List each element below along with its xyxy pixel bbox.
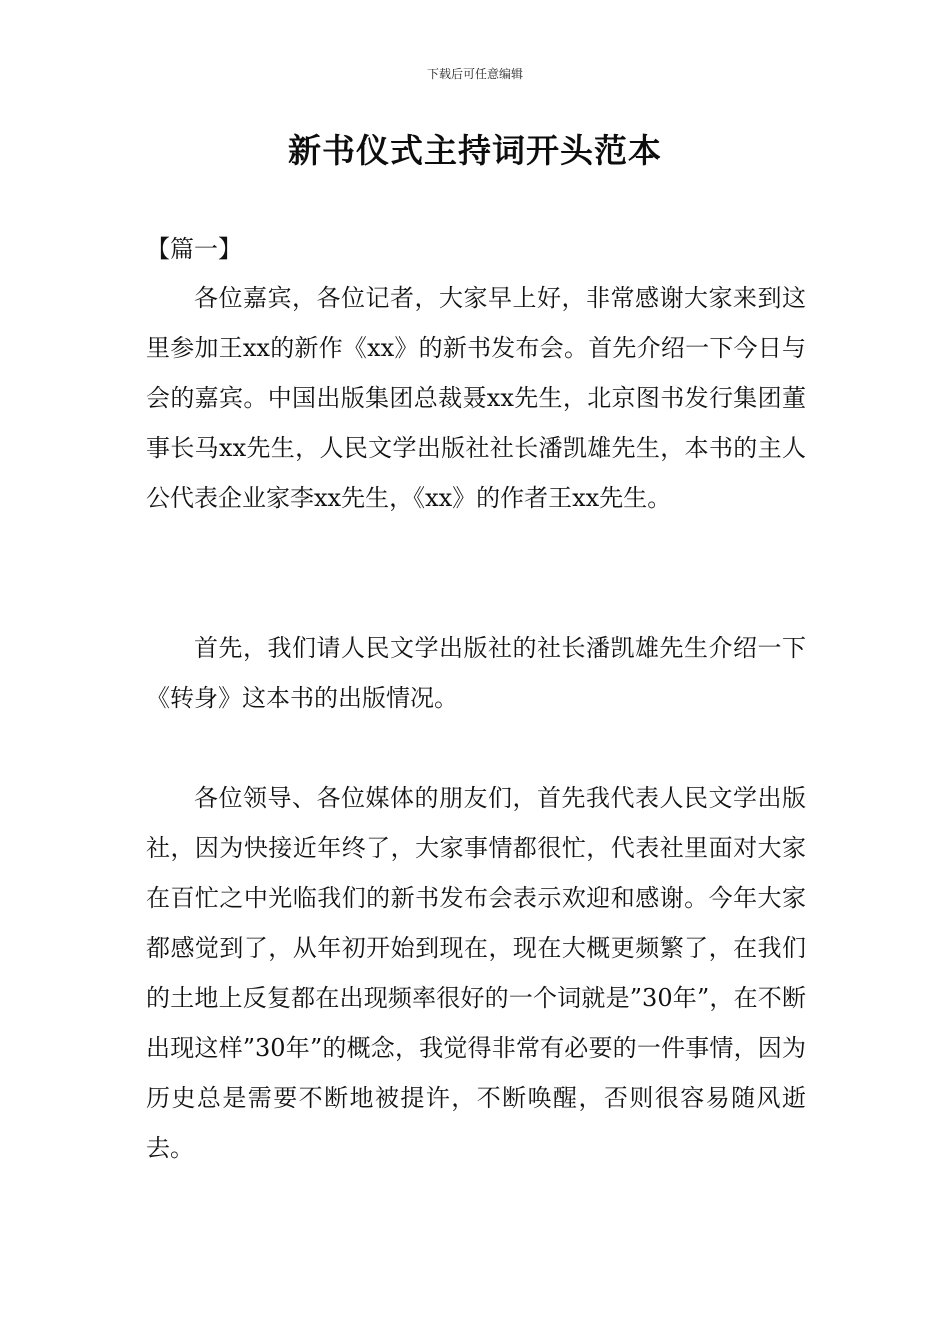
paragraph-2: 首先，我们请人民文学出版社的社长潘凯雄先生介绍一下《转身》这本书的出版情况。 xyxy=(146,634,806,712)
document-title: 新书仪式主持词开头范本 xyxy=(288,131,662,170)
header-note: 下载后可任意编辑 xyxy=(426,67,523,81)
paragraph-1: 各位嘉宾，各位记者，大家早上好，非常感谢大家来到这里参加王xx的新作《xx》的新书发布会。首先介绍一下今日与会的嘉宾。中国出版集团总裁聂xx先生，北京图书发行集团董事长马xx先生，人民文学出版社社长潘凯雄先生，本书的主人公代表企业家李xx先生，《xx》的作者王xx先生。 xyxy=(146,284,806,512)
section-label: 【篇一】 xyxy=(146,235,242,263)
paragraph-3: 各位领导、各位媒体的朋友们，首先我代表人民文学出版社，因为快接近年终了，大家事情都很忙，代表社里面对大家在百忙之中光临我们的新书发布会表示欢迎和感谢。今年大家都感觉到了，从年初开始到现在，现在大概更频繁了，在我们的土地上反复都在出现频率很好的一个词就是”30年”，在不断出现这样”30年”的概念，我觉得非常有必要的一件事情，因为历史总是需要不断地被提许，不断唤醒，否则很容易随风逝去。 xyxy=(146,784,806,1162)
